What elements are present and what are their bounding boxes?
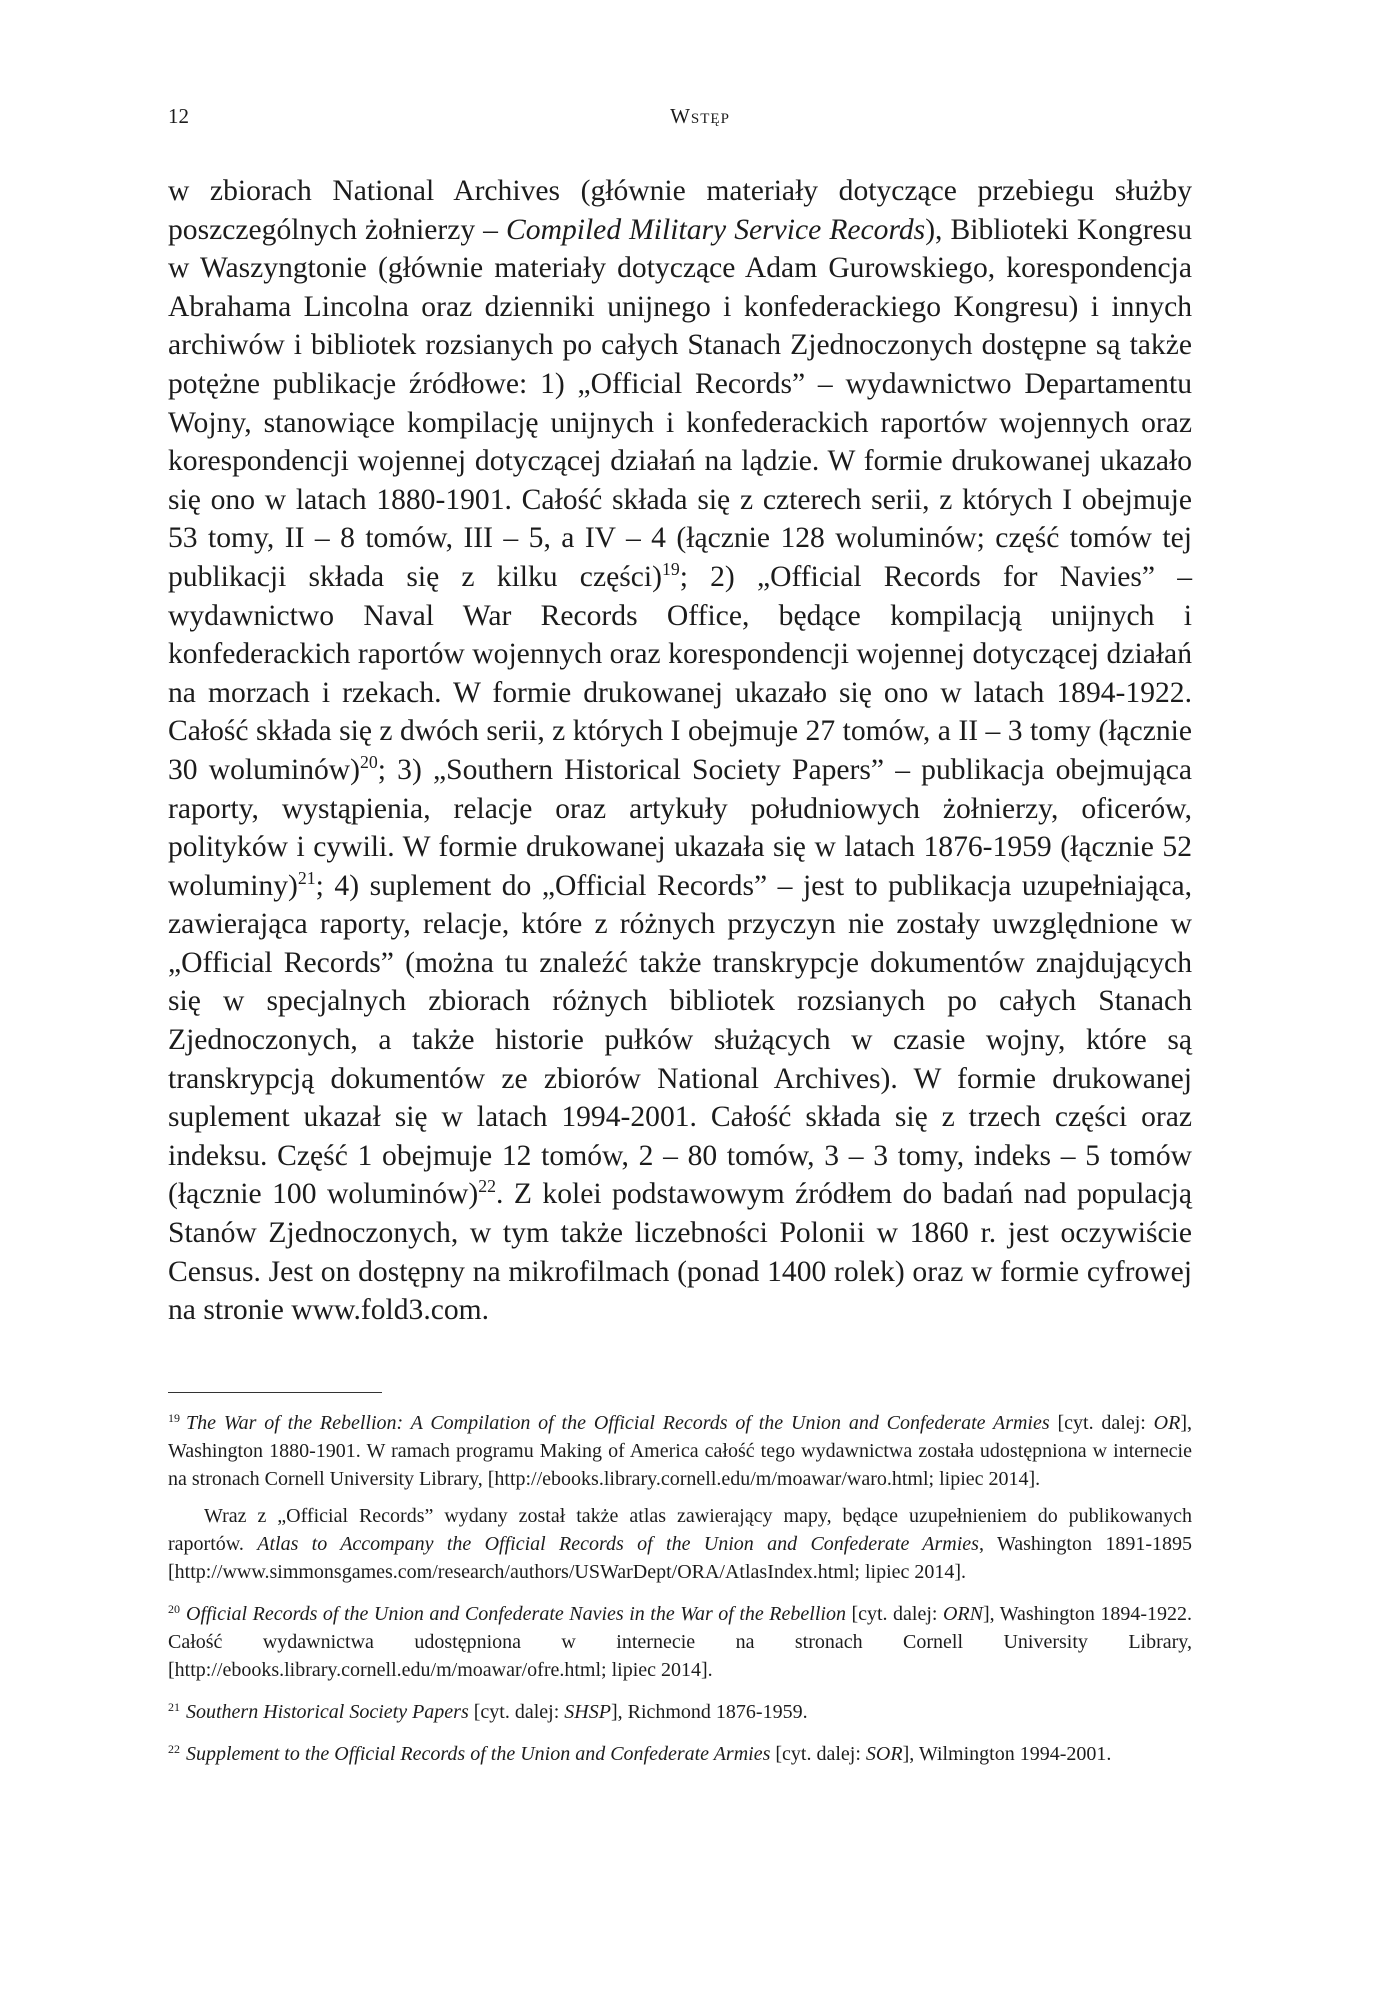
footnote-italic-title: Official Records of the Union and Confederate Navies in the War of the Rebellion [186, 1603, 846, 1625]
footnote-abbreviation: SOR [865, 1743, 903, 1765]
footnote-text: [cyt. dalej: [845, 1603, 943, 1625]
footnote-italic-title: The War of the Rebellion: A Compilation of the Official Records of the Union and Confederate Armies [186, 1412, 1050, 1434]
body-text-segment: w zbiorach National Archives (głównie materiały dotyczące przebiegu służby poszczególnych żołnierzy – [168, 175, 1192, 246]
running-head [168, 104, 1232, 134]
footnote-text: ], Richmond 1876-1959. [610, 1701, 808, 1723]
footnote-ref-20[interactable]: 20 [360, 752, 378, 773]
body-text-segment: ), Biblioteki Kongresu w Waszyngtonie (głównie materiały dotyczące Adam Gurowskiego, korespondencja Abrahama Lincolna oraz dzienniki unijnego i konfederackiego Kongresu) i innych archiwów i bibliotek rozsianych po całych Stanach Zjednoczonych dostępne są także potężne publikacje źródłowe: 1) „Official Records” – wydawnictwo Departamentu Wojny, stanowiące kompilację unijnych i konfederackich raportów wojennych oraz korespondencji wojennej dotyczącej działań na lądzie. W formie drukowanej ukazało się ono w latach 1880-1901. Całość składa się z czterech serii, z których I obejmuje 53 tomy, II – 8 tomów, III – 5, a IV – 4 (łącznie 128 woluminów; część tomów tej publikacji składa się z kilku części) [168, 213, 1192, 593]
footnote-abbreviation: ORN [942, 1603, 983, 1625]
footnote-text: [cyt. dalej: [770, 1743, 866, 1765]
footnote-22 [168, 1735, 1192, 1768]
footnotes-section [168, 1404, 1192, 1777]
footnote-text: Wraz z „Official Records” wydany został także atlas zawierający mapy, będące uzupełnieniem do publikowanych raportów. [168, 1505, 1192, 1555]
footnote-italic-title: Supplement to the Official Records of the Union and Confederate Armies [186, 1743, 771, 1765]
footnote-abbreviation: SHSP [564, 1701, 611, 1723]
footnote-ref-22[interactable]: 22 [478, 1176, 496, 1197]
footnote-21 [168, 1693, 1192, 1726]
footnote-italic-title: Southern Historical Society Papers [186, 1701, 469, 1723]
footnote-19-continuation [168, 1502, 1192, 1586]
footnote-20 [168, 1595, 1192, 1684]
body-italic-title: Compiled Military Service Records [506, 213, 926, 246]
body-text-segment: . Z kolei podstawowym źródłem do badań nad populacją Stanów Zjednoczonych, w tym także liczebności Polonii w 1860 r. jest oczywiście Census. Jest on dostępny na mikrofilmach (ponad 1400 rolek) oraz w formie cyfrowej na stronie www.fold3.com. [168, 1178, 1193, 1327]
footnote-19 [168, 1404, 1192, 1493]
chapter-title: Wstęp [670, 104, 730, 128]
footnote-abbreviation: OR [1153, 1412, 1181, 1434]
footnote-text: [cyt. dalej: [1049, 1412, 1154, 1434]
body-text-segment: ; 4) suplement do „Official Records” – jest to publikacja uzupełniająca, zawierająca raporty, relacje, które z różnych przyczyn nie zostały uwzględnione w „Official Records” (można tu znaleźć także transkrypcje dokumentów znajdujących się w specjalnych zbiorach różnych bibliotek rozsianych po całych Stanach Zjednoczonych, a także historie pułków służących w czasie wojny, które są transkrypcją dokumentów ze zbiorów National Archives). W formie drukowanej suplement ukazał się w latach 1994-2001. Całość składa się z trzech części oraz indeksu. Część 1 obejmuje 12 tomów, 2 – 80 tomów, 3 – 3 tomy, indeks – 5 tomów (łącznie 100 woluminów) [168, 869, 1192, 1211]
page-number: 12 [168, 104, 189, 128]
footnote-text: , Washington 1891-1895 [http://www.simmonsgames.com/research/authors/USWarDept/ORA/AtlasIndex.html; lipiec 2014]. [168, 1533, 1192, 1583]
footnote-text: ], Wilmington 1994-2001. [902, 1743, 1112, 1765]
footnote-ref-19[interactable]: 19 [661, 559, 680, 580]
footnote-mark: 19 [168, 1411, 180, 1425]
footnote-mark: 22 [168, 1742, 180, 1756]
footnote-text: ], Washington 1880-1901. W ramach programu Making of America całość tego wydawnictwa została udostępniona w internecie na stronach Cornell University Library, [http://ebooks.library.cornell.edu/m/moawar/waro.html; lipiec 2014]. [168, 1412, 1192, 1490]
body-text-segment: ; 3) „Southern Historical Society Papers” – publikacja obejmująca raporty, wystąpienia, relacje oraz artykuły południowych żołnierzy, oficerów, polityków i cywili. W formie drukowanej ukazała się w latach 1876-1959 (łącznie 52 woluminy) [168, 753, 1192, 902]
footnote-text: ], Washington 1894-1922. Całość wydawnictwa udostępniona w internecie na stronach Cornell University Library, [http://ebooks.library.cornell.edu/m/moawar/ofre.html; lipiec 2014]. [168, 1603, 1192, 1681]
footnote-mark: 20 [168, 1602, 180, 1616]
footnote-text: [cyt. dalej: [468, 1701, 565, 1723]
footnote-divider [168, 1392, 382, 1393]
main-paragraph [168, 172, 1192, 1330]
footnote-mark: 21 [168, 1700, 180, 1714]
footnote-ref-21[interactable]: 21 [297, 867, 316, 888]
body-text-segment: ; 2) „Official Records for Navies” – wydawnictwo Naval War Records Office, będące kompilacją unijnych i konfederackich raportów wojennych oraz korespondencji wojennej dotyczącej działań na morzach i rzekach. W formie drukowanej ukazało się ono w latach 1894-1922. Całość składa się z dwóch serii, z których I obejmuje 27 tomów, a II – 3 tomy (łącznie 30 woluminów) [168, 560, 1193, 786]
footnote-italic-title: Atlas to Accompany the Official Records of the Union and Confederate Armies [257, 1533, 979, 1555]
